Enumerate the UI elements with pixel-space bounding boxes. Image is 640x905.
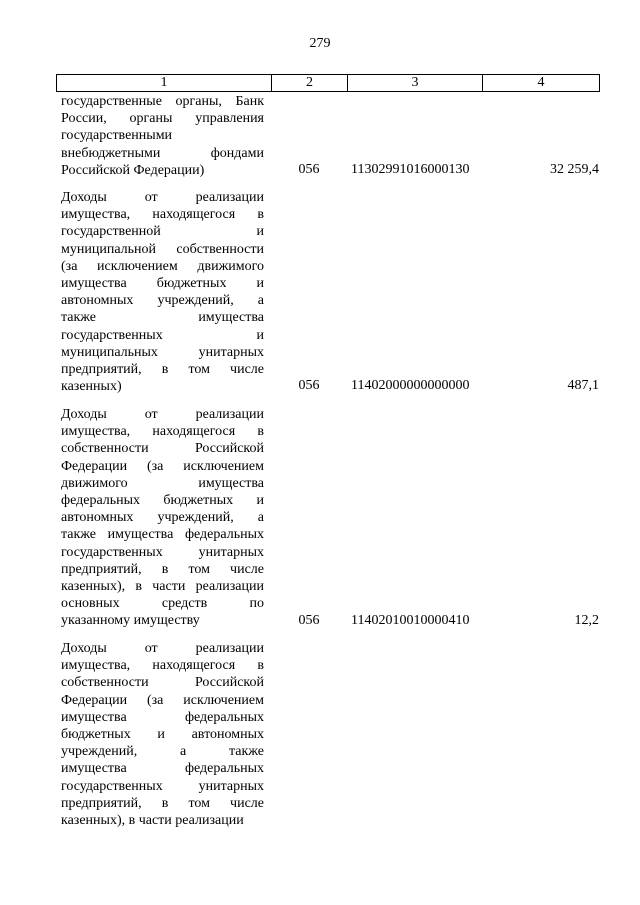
description-line: Российской Федерации)	[61, 162, 205, 178]
row-description	[61, 406, 264, 630]
description-line: Доходы от реализации	[61, 407, 264, 422]
description-line: муниципальных унитарных	[61, 344, 264, 360]
row-description	[61, 93, 264, 179]
admin-code: 056	[298, 162, 320, 177]
description-line: государственных и	[61, 327, 264, 343]
kbk-code: 11302991016000130	[351, 162, 470, 177]
description-line: бюджетных и автономных	[61, 727, 264, 743]
amount: 12,2	[574, 613, 599, 628]
description-line: имущества, находящегося в	[61, 207, 264, 223]
description-line: имущества федеральных	[61, 761, 264, 777]
description-line: государственными	[61, 128, 173, 144]
description-line: учреждений, а также	[61, 744, 264, 760]
description-line: муниципальной собственности	[61, 241, 264, 257]
description-line: имущества бюджетных и	[61, 276, 264, 292]
description-line: движимого имущества	[61, 475, 264, 491]
description-line: Доходы от реализации	[61, 190, 264, 205]
description-line: государственной и	[61, 224, 264, 240]
admin-code: 056	[298, 378, 320, 393]
description-line: предприятий, в том числе	[61, 362, 264, 378]
description-line: собственности Российской	[61, 441, 264, 457]
description-line: указанному имуществу	[61, 613, 200, 629]
description-line: государственных унитарных	[61, 544, 264, 560]
description-line: Федерации (за исключением	[61, 458, 264, 474]
amount: 487,1	[567, 378, 599, 393]
description-line: имущества, находящегося в	[61, 658, 264, 674]
row-description	[61, 640, 264, 829]
kbk-code: 11402010010000410	[351, 613, 470, 628]
description-line: Доходы от реализации	[61, 641, 264, 656]
description-line: предприятий, в том числе	[61, 561, 264, 577]
description-line: имущества федеральных	[61, 709, 264, 725]
description-line: федеральных бюджетных и	[61, 493, 264, 509]
description-line: автономных учреждений, а	[61, 510, 264, 526]
description-line: внебюджетными фондами	[61, 145, 264, 161]
admin-code: 056	[298, 613, 320, 628]
table-header	[56, 74, 600, 92]
description-line: казенных), в части реализации	[61, 813, 244, 829]
page-number: 279	[309, 36, 331, 51]
row-description	[61, 189, 264, 395]
description-line: государственные органы, Банк	[61, 94, 264, 109]
description-line: основных средств по	[61, 596, 264, 612]
header-col-4: 4	[483, 75, 600, 92]
description-line: также имущества	[61, 310, 264, 326]
header-col-3: 3	[348, 75, 483, 92]
description-line: (за исключением движимого	[61, 258, 264, 274]
description-line: собственности Российской	[61, 675, 264, 691]
header-col-1: 1	[57, 75, 272, 92]
description-line: казенных)	[61, 379, 122, 395]
description-line: казенных), в части реализации	[61, 579, 264, 595]
description-line: автономных учреждений, а	[61, 293, 264, 309]
description-line: имущества, находящегося в	[61, 424, 264, 440]
description-line: государственных унитарных	[61, 778, 264, 794]
description-line: также имущества федеральных	[61, 527, 264, 543]
description-line: предприятий, в том числе	[61, 795, 264, 811]
header-col-2: 2	[272, 75, 348, 92]
amount: 32 259,4	[550, 162, 599, 177]
description-line: Федерации (за исключением	[61, 692, 264, 708]
kbk-code: 11402000000000000	[351, 378, 470, 393]
description-line: России, органы управления	[61, 111, 264, 127]
